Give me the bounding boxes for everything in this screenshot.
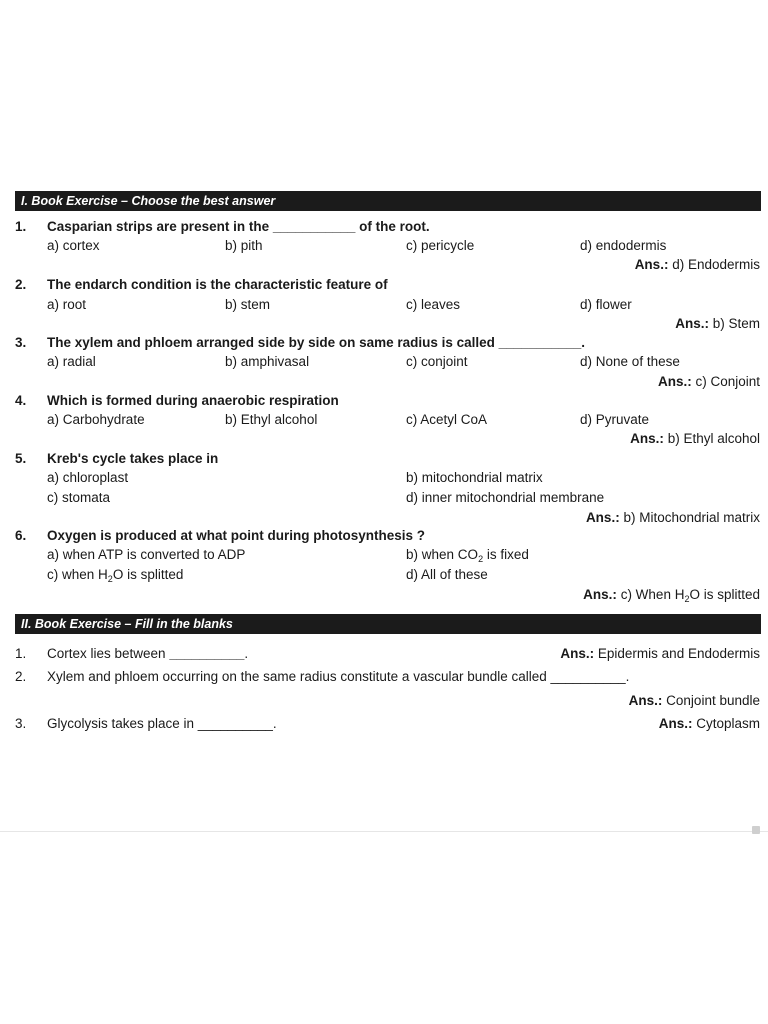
section-header-choose-best-answer: I. Book Exercise – Choose the best answer [15, 191, 761, 211]
option-c: c) conjoint [406, 354, 468, 369]
option-b: b) pith [225, 238, 263, 253]
option-d: d) endodermis [580, 238, 667, 253]
blank-number: 2. [15, 669, 27, 684]
option-a: a) root [47, 297, 87, 312]
option-a: a) when ATP is converted to ADP [47, 547, 246, 562]
question-text: Casparian strips are present in the ___________ of the root. [47, 219, 430, 234]
blank-number: 3. [15, 716, 27, 731]
answer: Ans.: Epidermis and Endodermis [560, 646, 760, 661]
section-header-fill-in-blanks: II. Book Exercise – Fill in the blanks [15, 614, 761, 634]
blank-number: 1. [15, 646, 27, 661]
answer: Ans.: c) Conjoint [657, 374, 760, 389]
question-number: 6. [15, 528, 27, 543]
option-d: d) flower [580, 297, 632, 312]
option-c: c) pericycle [406, 238, 475, 253]
option-a: a) Carbohydrate [47, 412, 145, 427]
option-c: c) when $H_2O$ is splitted [47, 567, 184, 584]
option-c: c) Acetyl CoA [406, 412, 488, 427]
option-a: a) chloroplast [47, 470, 129, 485]
option-d: d) inner mitochondrial membrane [406, 490, 605, 505]
option-d: d) None of these [580, 354, 680, 369]
option-a: a) cortex [47, 238, 100, 253]
question-text: Oxygen is produced at what point during photosynthesis ? [47, 528, 426, 543]
question-text: The xylem and phloem arranged side by side on same radius is called ___________. [47, 335, 585, 350]
page-divider [0, 831, 768, 832]
page-corner-mark [752, 826, 760, 834]
option-b: b) stem [225, 297, 271, 312]
answer: Ans.: Conjoint bundle [628, 693, 760, 708]
answer: Ans.: b) Mitochondrial matrix [585, 510, 760, 525]
option-d: d) All of these [406, 567, 488, 582]
option-b: b) amphivasal [225, 354, 310, 369]
option-b: b) mitochondrial matrix [406, 470, 543, 485]
question-number: 4. [15, 393, 27, 408]
answer: Ans.: b) Stem [675, 316, 760, 331]
question-number: 2. [15, 277, 27, 292]
option-b: b) Ethyl alcohol [225, 412, 318, 427]
option-a: a) radial [47, 354, 96, 369]
answer: Ans.: Cytoplasm [658, 716, 760, 731]
option-c: c) stomata [47, 490, 111, 505]
option-c: c) leaves [406, 297, 461, 312]
option-d: d) Pyruvate [580, 412, 650, 427]
answer: Ans.: c) When $H_2O$ is splitted [583, 587, 760, 604]
question-text: The endarch condition is the characteristic feature of [47, 277, 388, 292]
answer: Ans.: b) Ethyl alcohol [630, 431, 760, 446]
question-number: 1. [15, 219, 27, 234]
option-b: b) when $CO_2$ is fixed [406, 547, 529, 564]
blank-text: Xylem and phloem occurring on the same radius constitute a vascular bundle called __________. [47, 669, 630, 684]
question-text: Which is formed during anaerobic respiration [47, 393, 339, 408]
question-text: Kreb's cycle takes place in [47, 451, 219, 466]
blank-text: Glycolysis takes place in __________. [47, 716, 277, 731]
question-number: 5. [15, 451, 27, 466]
blank-text: Cortex lies between __________. [47, 646, 249, 661]
question-number: 3. [15, 335, 27, 350]
answer: Ans.: d) Endodermis [634, 257, 760, 272]
